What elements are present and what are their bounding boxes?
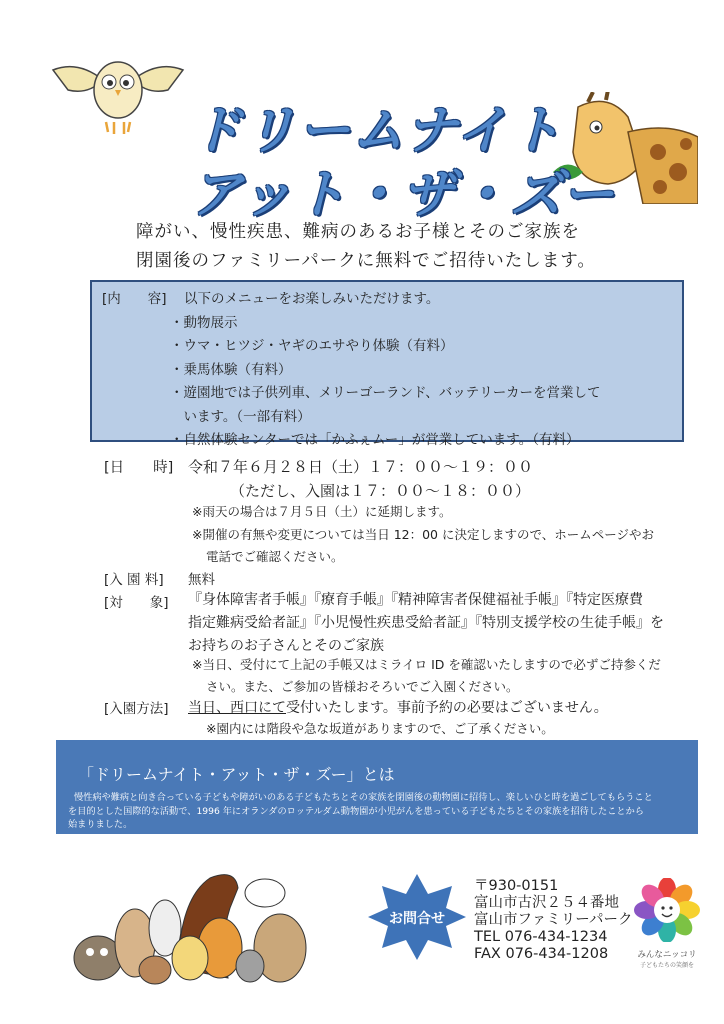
target-label: [対 象]	[104, 595, 169, 611]
datetime-sub: （ただし、入園は１７：００～１８：００）	[230, 482, 531, 500]
datetime-label: [日 時]	[104, 460, 174, 476]
datetime-main: 令和７年６月２８日（土）１７：００～１９：００	[188, 458, 534, 476]
entry-note: ※園内には階段や急な坂道がありますので、ご了承ください。	[206, 721, 554, 736]
title-line-2: アット・ザ・ズー	[190, 165, 616, 225]
fee-label: [入 園 料]	[104, 572, 164, 588]
flower-logo-icon	[630, 878, 704, 942]
lead-line-1: 障がい、慢性疾患、難病のあるお子様とそのご家族を	[136, 222, 580, 242]
logo-text: みんなニッコリ	[637, 950, 697, 960]
datetime-note-1: ※雨天の場合は７月５日（土）に延期します。	[192, 504, 452, 519]
target-text	[188, 589, 664, 658]
content-item: ・動物展示	[170, 314, 238, 331]
content-item: ・ウマ・ヒツジ・ヤギのエサやり体験（有料）	[170, 338, 454, 354]
fee-value: 無料	[188, 572, 215, 588]
entry-label: [入園方法]	[104, 701, 169, 717]
content-item: ・乗馬体験（有料）	[170, 361, 292, 378]
about-line-3: 始まりました。	[68, 819, 133, 830]
target-note-2: さい。また、ご参加の皆様おそろいでご入園ください。	[206, 679, 519, 694]
content-label: [内 容]	[102, 291, 167, 307]
contact-tel: TEL 076-434-1234	[474, 929, 608, 945]
content-item: ・自然体験センターでは「かふぇムー」が営業しています。（有料）	[170, 432, 580, 448]
content-box	[90, 280, 684, 448]
target-line-1: 『身体障害者手帳』『療育手帳』『精神障害者保健福祉手帳』『特定医療費	[188, 592, 643, 608]
target-line-2: 指定難病受給者証』『小児慢性疾患受給者証』『特別支援学校の生徒手帳』を	[188, 615, 664, 631]
content-item: います。（一部有料）	[170, 408, 311, 425]
target-line-3: お持ちのお子さんとそのご家族	[188, 638, 384, 654]
logo-sub: 子どもたちの笑顔を	[639, 962, 694, 969]
title-line-1: ドリームナイト	[190, 101, 564, 161]
contact-org: 富山市ファミリーパーク	[474, 912, 633, 928]
entry-text	[188, 697, 608, 717]
contact-address: 富山市古沢２５４番地	[474, 895, 619, 911]
about-box	[56, 740, 698, 834]
lead-line-2: 閉園後のファミリーパークに無料でご招待いたします。	[136, 251, 596, 271]
contact-fax: FAX 076-434-1208	[474, 946, 609, 962]
contact-badge-label: お問合せ	[389, 911, 445, 927]
owl-illustration	[48, 50, 188, 142]
entry-underlined: 当日、西口にて	[188, 700, 286, 716]
animals-illustration	[60, 848, 322, 986]
logo	[630, 878, 704, 970]
datetime-note-2a: ※開催の有無や変更については当日 12：00 に決定しますので、ホームページやお	[192, 527, 654, 542]
about-line-2: を目的とした国際的な活動で、1996 年にオランダのロッテルダム動物園が小児がんを患っている子どもたちとその家族を招待したことから	[68, 805, 644, 817]
about-line-1: 慢性病や難病と向き合っている子どもや障がいのある子どもたちとその家族を閉園後の動物園に招待し、楽しいひと時を過ごしてもらうこと	[74, 792, 653, 803]
contact-info	[474, 878, 632, 963]
content-list	[170, 312, 601, 453]
datetime-note-2b: 電話でご確認ください。	[206, 549, 344, 564]
about-title: 「ドリームナイト・アット・ザ・ズー」とは	[78, 765, 395, 784]
content-intro: 以下のメニューをお楽しみいただけます。	[184, 291, 440, 307]
about-text	[68, 791, 694, 832]
contact-postal: 〒930-0151	[474, 878, 559, 894]
target-note-1: ※当日、受付にて上記の手帳又はミライロ ID を確認いたしますので必ずご持参くだ	[192, 657, 661, 672]
entry-rest: 受付いたします。事前予約の必要はございません。	[286, 700, 608, 716]
contact-badge	[366, 872, 468, 962]
content-item: ・遊園地では子供列車、メリーゴーランド、バッテリーカーを営業して	[170, 385, 601, 401]
lead-text	[136, 218, 596, 276]
